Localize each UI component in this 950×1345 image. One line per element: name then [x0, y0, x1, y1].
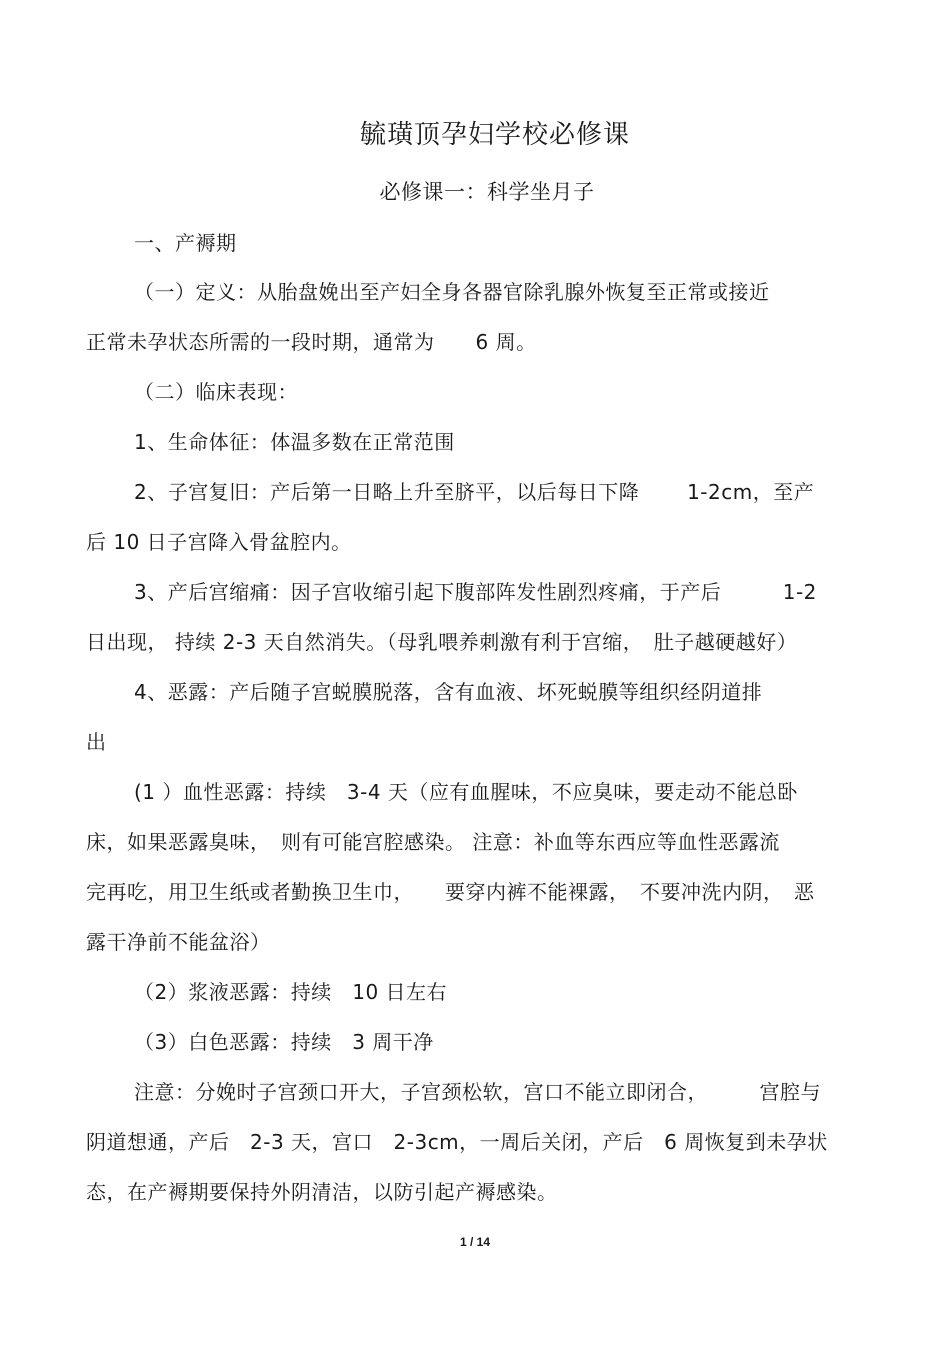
uterus-line-1: 2、子宫复旧：产后第一日略上升至脐平，以后每日下降 1-2cm，至产	[134, 480, 815, 504]
rubra-line-4: 露干净前不能盆浴）	[86, 930, 271, 954]
note-line-3: 态，在产褥期要保持外阴清洁，以防引起产褥感染。	[86, 1180, 558, 1204]
document-title: 毓璜顶孕妇学校必修课	[359, 120, 630, 150]
definition-line-2: 正常未孕状态所需的一段时期，通常为 6 周。	[86, 330, 537, 354]
rubra-line-3: 完再吃，用卫生纸或者勤换卫生巾， 要穿内裤不能裸露， 不要冲洗内阴， 恶	[86, 880, 815, 904]
clinical-heading: （二）临床表现：	[134, 380, 298, 404]
cramps-line-1: 3、产后宫缩痛：因子宫收缩引起下腹部阵发性剧烈疼痛，于产后 1-2	[134, 580, 817, 604]
lochia-line-1: 4、恶露：产后随子宫蜕膜脱落，含有血液、坏死蜕膜等组织经阴道排	[134, 680, 763, 704]
lochia-line-2: 出	[86, 730, 107, 754]
page-number: 1 / 14	[459, 1235, 491, 1249]
section-heading: 一、产褥期	[134, 231, 237, 255]
rubra-line-2: 床，如果恶露臭味， 则有可能宫腔感染。 注意：补血等东西应等血性恶露流	[86, 830, 780, 854]
uterus-line-2: 后 10 日子宫降入骨盆腔内。	[86, 530, 352, 554]
rubra-line-1: (1 ）血性恶露：持续 3-4 天（应有血腥味，不应臭味，要走动不能总卧	[134, 780, 798, 804]
serosa-line: （2）浆液恶露：持续 10 日左右	[134, 980, 448, 1004]
document-subtitle: 必修课一：科学坐月子	[379, 180, 595, 204]
alba-line: （3）白色恶露：持续 3 周干净	[134, 1030, 434, 1054]
note-line-2: 阴道想通，产后 2-3 天，宫口 2-3cm，一周后关闭，产后 6 周恢复到未孕状	[86, 1130, 828, 1154]
cramps-line-2: 日出现， 持续 2-3 天自然消失。（母乳喂养刺激有利于宫缩， 肚子越硬越好）	[86, 630, 798, 654]
definition-line-1: （一）定义：从胎盘娩出至产妇全身各器官除乳腺外恢复至正常或接近	[134, 280, 770, 304]
note-line-1: 注意：分娩时子宫颈口开大，子宫颈松软，宫口不能立即闭合， 宫腔与	[134, 1080, 821, 1104]
vital-signs-line: 1、生命体征：体温多数在正常范围	[134, 430, 455, 454]
